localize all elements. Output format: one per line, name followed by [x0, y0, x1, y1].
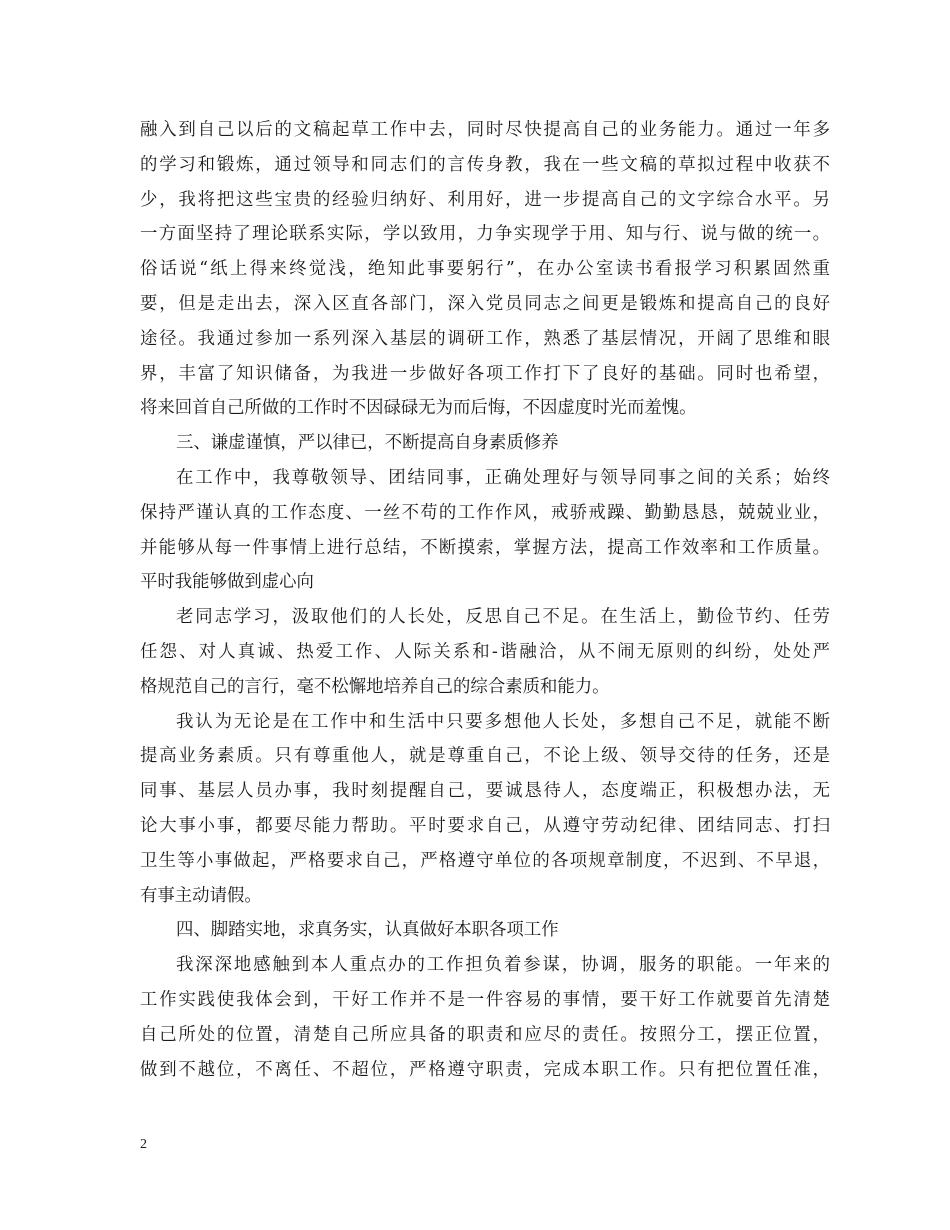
text-line: 格规范自己的言行，毫不松懈地培养自己的综合素质和能力。	[140, 676, 610, 697]
text-line: 提高业务素质。只有尊重他人，就是尊重自己，不论上级、领导交待的任务，还是	[140, 746, 830, 767]
text-line: 同事、基层人员办事，我时刻提醒自己，要诚恳待人，态度端正，积极想办法，无	[140, 781, 830, 802]
text-line: 保持严谨认真的工作态度、一丝不苟的工作作风，戒骄戒躁、勤勤恳恳，兢兢业业，	[140, 502, 830, 523]
text-line: 途径。我通过参加一系列深入基层的调研工作，熟悉了基层情况，开阔了思维和眼	[140, 328, 830, 349]
text-line: 任怨、对人真诚、热爱工作、人际关系和-谐融洽，从不闹无原则的纠纷，处处严	[140, 641, 830, 662]
text-line: 在工作中，我尊敬领导、团结同事，正确处理好与领导同事之间的关系；始终	[176, 467, 830, 488]
page-number: 2	[140, 1137, 147, 1152]
text-line: 做到不越位，不离任、不超位，严格遵守职责，完成本职工作。只有把位置任准，	[140, 1059, 830, 1080]
text-line: 俗话说“纸上得来终觉浅，绝知此事要躬行”，在办公室读书看报学习积累固然重	[140, 259, 830, 280]
text-line: 论大事小事，都要尽能力帮助。平时要求自己，从遵守劳动纪律、团结同志、打扫	[140, 815, 830, 836]
document-body	[140, 113, 830, 1087]
text-line: 有事主动请假。	[140, 885, 262, 906]
text-line: 一方面坚持了理论联系实际，学以致用，力争实现学于用、知与行、说与做的统一。	[140, 224, 830, 245]
text-line: 要，但是走出去，深入区直各部门，深入党员同志之间更是锻炼和提高自己的良好	[140, 293, 830, 314]
text-line: 少，我将把这些宝贵的经验归纳好、利用好，进一步提高自己的文字综合水平。另	[140, 189, 830, 210]
text-line: 将来回首自己所做的工作时不因碌碌无为而后悔，不因虚度时光而羞愧。	[140, 398, 697, 419]
text-line: 工作实践使我体会到，干好工作并不是一件容易的事情，要干好工作就要首先清楚	[140, 989, 830, 1010]
text-line: 我认为无论是在工作中和生活中只要多想他人长处，多想自己不足，就能不断	[176, 711, 830, 732]
text-line: 老同志学习，汲取他们的人长处，反思自己不足。在生活上，勤俭节约、任劳	[176, 607, 830, 628]
text-line: 三、谦虚谨慎，严以律已，不断提高自身素质修养	[176, 433, 559, 454]
text-line: 融入到自己以后的文稿起草工作中去，同时尽快提高自己的业务能力。通过一年多	[140, 120, 830, 140]
text-line: 界，丰富了知识储备，为我进一步做好各项工作打下了良好的基础。同时也希望，	[140, 363, 830, 384]
text-line: 我深深地感触到本人重点办的工作担负着参谋，协调，服务的职能。一年来的	[176, 955, 830, 976]
text-line: 自己所处的位置，清楚自己所应具备的职责和应尽的责任。按照分工，摆正位置，	[140, 1024, 830, 1045]
text-line: 四、脚踏实地，求真务实，认真做好本职各项工作	[176, 920, 559, 941]
text-line: 并能够从每一件事情上进行总结，不断摸索，掌握方法，提高工作效率和工作质量。	[140, 537, 830, 558]
text-line: 卫生等小事做起，严格要求自己，严格遵守单位的各项规章制度，不迟到、不早退，	[140, 850, 830, 871]
text-line: 的学习和锻炼，通过领导和同志们的言传身教，我在一些文稿的草拟过程中收获不	[140, 154, 830, 175]
text-line: 平时我能够做到虚心向	[140, 572, 314, 593]
